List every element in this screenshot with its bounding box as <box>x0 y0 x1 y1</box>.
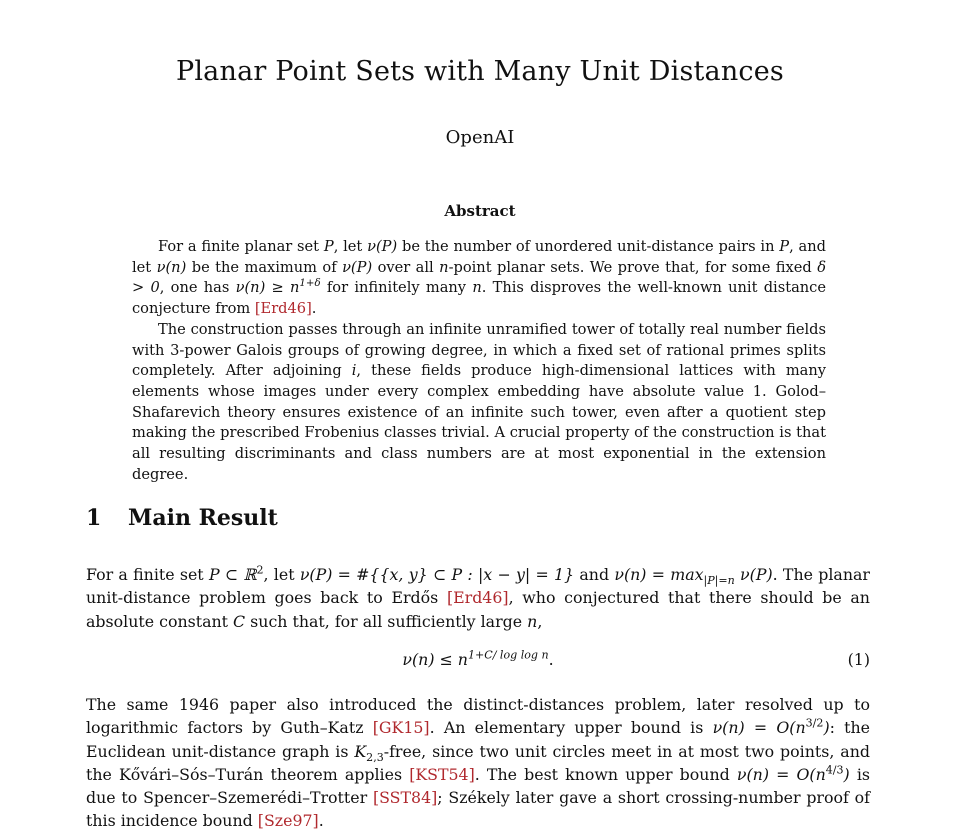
citation-sze97[interactable]: [Sze97] <box>257 811 319 831</box>
body-paragraph-2: The same 1946 paper also introduced the distinct-distances problem, later resolved up to logarithmic factors by Guth–Katz [GK15]. An elementary upper bound is $\nu(n) = O(n^{3/2})$: the Euclidean unit-distance graph is $K_{2,3}$-free, since two unit circles meet in at most two points, and the Kővári–Sós–Turán theorem applies [KST54]. The best known upper bound $\nu(n) = O(n^{4/3})$ is due to Spencer–Szemerédi–Trotter [SST84]; Székely later gave a short crossing-number proof of this incidence bound [Sze97]. <box>86 695 871 831</box>
abstract-paragraph-1: For a finite planar set P, let ν(P) be the number of unordered unit-distance pairs in P, and let ν(n) be the maximum of ν(P) over all n-point planar sets. We prove that, for some fixed δ > 0, one has $\nu(n) \ge n^{1+\delta}$ for infinitely many n. This disproves the well-known unit distance conjecture from [Erd46]. <box>132 238 826 318</box>
equation-1 <box>86 650 870 676</box>
section-title: Main Result <box>128 505 278 531</box>
citation-erd46[interactable]: [Erd46] <box>446 588 509 608</box>
section-heading <box>86 505 278 531</box>
abstract-body <box>132 237 826 485</box>
abstract-heading: Abstract <box>444 202 516 220</box>
section-number: 1 <box>86 505 102 531</box>
citation-sst84[interactable]: [SST84] <box>372 788 438 808</box>
paper-title: Planar Point Sets with Many Unit Distances <box>175 56 784 87</box>
equation-formula: $\nu(n) \le n^{1+C/ log log n}$. <box>402 648 554 669</box>
citation-kst54[interactable]: [KST54] <box>409 764 475 784</box>
body-paragraph-1: For a finite set P ⊂ ℝ$^2$, let ν(P) = #{{x, y} ⊂ P : |x − y| = 1} and $\nu(n) = \max_{|P|=n} \nu(P)$. The planar unit-distance problem goes back to Erdős [Erd46], who conjectured that there should be an absolute constant C such that, for all sufficiently large n, <box>86 563 870 631</box>
author-name: OpenAI <box>445 127 515 148</box>
citation-gk15[interactable]: [GK15] <box>372 718 430 738</box>
citation-erd46[interactable]: [Erd46] <box>254 300 312 318</box>
abstract-paragraph-2: The construction passes through an infinite unramified tower of totally real number fields with 3-power Galois groups of growing degree, in which a fixed set of rational primes splits completely. After adjoining i, these fields produce high-dimensional lattices with many elements whose images under every complex embedding have absolute value 1. Golod–Shafarevich theory ensures existence of an infinite such tower, even after a quotient step making the prescribed Frobenius classes trivial. A crucial property of the construction is that all resulting discriminants and class numbers are at most exponential in the extension degree. <box>132 320 827 483</box>
equation-number: (1) <box>847 650 870 669</box>
